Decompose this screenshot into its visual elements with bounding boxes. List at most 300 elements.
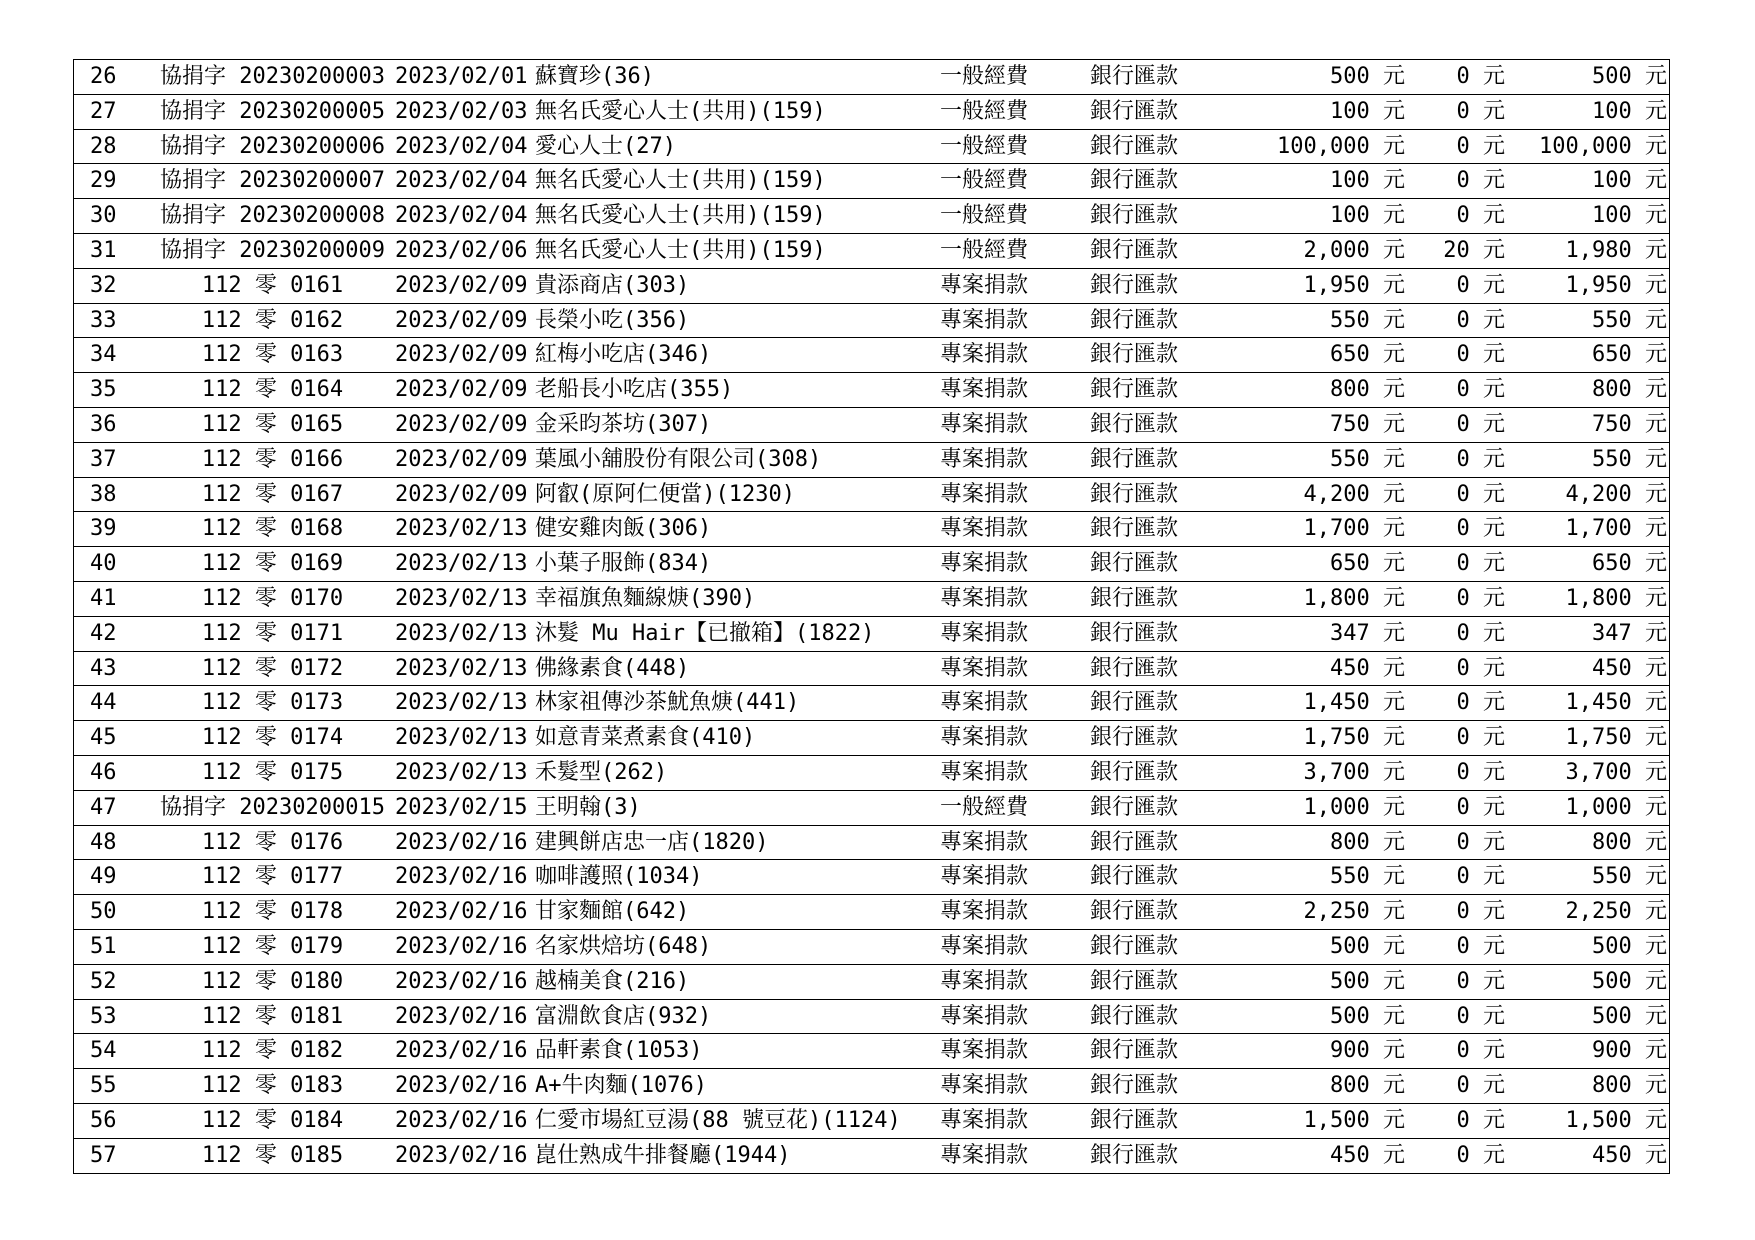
donation-type: 專案捐款: [940, 860, 1090, 895]
donor-name: A+牛肉麵(1076): [535, 1069, 940, 1104]
fee-amount: 0 元: [1405, 268, 1505, 303]
row-number: 45: [74, 721, 151, 756]
row-number: 50: [74, 895, 151, 930]
donation-amount: 3,700 元: [1230, 755, 1405, 790]
donation-amount: 4,200 元: [1230, 477, 1405, 512]
donation-type: 專案捐款: [940, 268, 1090, 303]
receipt-number: 112 零 0180: [150, 964, 395, 999]
donor-name: 禾髮型(262): [535, 755, 940, 790]
net-amount: 4,200 元: [1505, 477, 1670, 512]
donation-type: 專案捐款: [940, 477, 1090, 512]
fee-amount: 0 元: [1405, 129, 1505, 164]
donation-date: 2023/02/13: [395, 651, 535, 686]
table-row: [74, 581, 1670, 616]
net-amount: 550 元: [1505, 303, 1670, 338]
net-amount: 1,700 元: [1505, 512, 1670, 547]
row-number: 27: [74, 94, 151, 129]
donation-type: 專案捐款: [940, 686, 1090, 721]
receipt-number: 112 零 0178: [150, 895, 395, 930]
donation-date: 2023/02/16: [395, 1103, 535, 1138]
net-amount: 1,750 元: [1505, 721, 1670, 756]
donation-amount: 100 元: [1230, 199, 1405, 234]
donation-amount: 500 元: [1230, 60, 1405, 95]
receipt-number: 112 零 0176: [150, 825, 395, 860]
fee-amount: 0 元: [1405, 755, 1505, 790]
receipt-number: 協捐字 20230200005: [150, 94, 395, 129]
fee-amount: 0 元: [1405, 1069, 1505, 1104]
row-number: 40: [74, 547, 151, 582]
donation-amount: 650 元: [1230, 338, 1405, 373]
receipt-number: 協捐字 20230200003: [150, 60, 395, 95]
payment-method: 銀行匯款: [1090, 721, 1230, 756]
table-row: [74, 999, 1670, 1034]
fee-amount: 0 元: [1405, 999, 1505, 1034]
donor-name: 佛緣素食(448): [535, 651, 940, 686]
donor-name: 王明翰(3): [535, 790, 940, 825]
donation-date: 2023/02/15: [395, 790, 535, 825]
donor-name: 阿叡(原阿仁便當)(1230): [535, 477, 940, 512]
receipt-number: 協捐字 20230200006: [150, 129, 395, 164]
row-number: 44: [74, 686, 151, 721]
fee-amount: 0 元: [1405, 895, 1505, 930]
payment-method: 銀行匯款: [1090, 616, 1230, 651]
donation-amount: 550 元: [1230, 442, 1405, 477]
receipt-number: 112 零 0182: [150, 1034, 395, 1069]
fee-amount: 0 元: [1405, 60, 1505, 95]
donation-type: 專案捐款: [940, 581, 1090, 616]
payment-method: 銀行匯款: [1090, 268, 1230, 303]
row-number: 38: [74, 477, 151, 512]
donor-name: 無名氏愛心人士(共用)(159): [535, 233, 940, 268]
table-row: [74, 233, 1670, 268]
table-row: [74, 790, 1670, 825]
fee-amount: 0 元: [1405, 164, 1505, 199]
receipt-number: 112 零 0167: [150, 477, 395, 512]
table-row: [74, 616, 1670, 651]
donation-amount: 550 元: [1230, 303, 1405, 338]
fee-amount: 0 元: [1405, 790, 1505, 825]
payment-method: 銀行匯款: [1090, 94, 1230, 129]
receipt-number: 112 零 0166: [150, 442, 395, 477]
donation-date: 2023/02/16: [395, 1138, 535, 1173]
donation-ledger-table: [73, 59, 1670, 1174]
donor-name: 品軒素食(1053): [535, 1034, 940, 1069]
table-row: [74, 686, 1670, 721]
row-number: 51: [74, 929, 151, 964]
row-number: 26: [74, 60, 151, 95]
donation-amount: 800 元: [1230, 373, 1405, 408]
donation-type: 專案捐款: [940, 373, 1090, 408]
payment-method: 銀行匯款: [1090, 338, 1230, 373]
net-amount: 550 元: [1505, 860, 1670, 895]
donation-type: 專案捐款: [940, 825, 1090, 860]
net-amount: 900 元: [1505, 1034, 1670, 1069]
row-number: 33: [74, 303, 151, 338]
net-amount: 3,700 元: [1505, 755, 1670, 790]
net-amount: 347 元: [1505, 616, 1670, 651]
payment-method: 銀行匯款: [1090, 860, 1230, 895]
receipt-number: 112 零 0185: [150, 1138, 395, 1173]
donor-name: 無名氏愛心人士(共用)(159): [535, 199, 940, 234]
net-amount: 750 元: [1505, 407, 1670, 442]
table-row: [74, 1069, 1670, 1104]
donation-type: 專案捐款: [940, 616, 1090, 651]
fee-amount: 0 元: [1405, 373, 1505, 408]
donation-amount: 500 元: [1230, 999, 1405, 1034]
donor-name: 小葉子服飾(834): [535, 547, 940, 582]
donor-name: 越楠美食(216): [535, 964, 940, 999]
donation-date: 2023/02/13: [395, 512, 535, 547]
row-number: 49: [74, 860, 151, 895]
payment-method: 銀行匯款: [1090, 60, 1230, 95]
donor-name: 仁愛市場紅豆湯(88 號豆花)(1124): [535, 1103, 940, 1138]
donation-amount: 1,750 元: [1230, 721, 1405, 756]
receipt-number: 112 零 0165: [150, 407, 395, 442]
fee-amount: 0 元: [1405, 686, 1505, 721]
net-amount: 100 元: [1505, 94, 1670, 129]
row-number: 36: [74, 407, 151, 442]
payment-method: 銀行匯款: [1090, 199, 1230, 234]
payment-method: 銀行匯款: [1090, 929, 1230, 964]
payment-method: 銀行匯款: [1090, 164, 1230, 199]
receipt-number: 112 零 0175: [150, 755, 395, 790]
receipt-number: 112 零 0170: [150, 581, 395, 616]
table-row: [74, 129, 1670, 164]
donation-type: 一般經費: [940, 60, 1090, 95]
table-row: [74, 303, 1670, 338]
net-amount: 2,250 元: [1505, 895, 1670, 930]
net-amount: 1,000 元: [1505, 790, 1670, 825]
fee-amount: 0 元: [1405, 407, 1505, 442]
table-row: [74, 721, 1670, 756]
row-number: 35: [74, 373, 151, 408]
donation-type: 一般經費: [940, 129, 1090, 164]
donor-name: 沐髮 Mu Hair【已撤箱】(1822): [535, 616, 940, 651]
receipt-number: 112 零 0177: [150, 860, 395, 895]
donation-amount: 800 元: [1230, 1069, 1405, 1104]
donor-name: 紅梅小吃店(346): [535, 338, 940, 373]
donation-date: 2023/02/09: [395, 407, 535, 442]
payment-method: 銀行匯款: [1090, 129, 1230, 164]
payment-method: 銀行匯款: [1090, 233, 1230, 268]
net-amount: 800 元: [1505, 825, 1670, 860]
table-row: [74, 1138, 1670, 1173]
net-amount: 100,000 元: [1505, 129, 1670, 164]
donation-date: 2023/02/09: [395, 373, 535, 408]
donation-amount: 1,800 元: [1230, 581, 1405, 616]
donor-name: 幸福旗魚麵線焿(390): [535, 581, 940, 616]
fee-amount: 0 元: [1405, 442, 1505, 477]
receipt-number: 協捐字 20230200009: [150, 233, 395, 268]
donation-amount: 100 元: [1230, 164, 1405, 199]
fee-amount: 0 元: [1405, 1103, 1505, 1138]
fee-amount: 0 元: [1405, 825, 1505, 860]
table-row: [74, 199, 1670, 234]
payment-method: 銀行匯款: [1090, 303, 1230, 338]
donation-amount: 450 元: [1230, 651, 1405, 686]
row-number: 55: [74, 1069, 151, 1104]
donor-name: 老船長小吃店(355): [535, 373, 940, 408]
donation-date: 2023/02/13: [395, 686, 535, 721]
row-number: 53: [74, 999, 151, 1034]
donation-type: 專案捐款: [940, 755, 1090, 790]
table-row: [74, 338, 1670, 373]
donor-name: 貴添商店(303): [535, 268, 940, 303]
table-row: [74, 860, 1670, 895]
donation-amount: 1,500 元: [1230, 1103, 1405, 1138]
fee-amount: 0 元: [1405, 581, 1505, 616]
receipt-number: 112 零 0171: [150, 616, 395, 651]
receipt-number: 協捐字 20230200015: [150, 790, 395, 825]
payment-method: 銀行匯款: [1090, 651, 1230, 686]
fee-amount: 0 元: [1405, 721, 1505, 756]
net-amount: 1,450 元: [1505, 686, 1670, 721]
payment-method: 銀行匯款: [1090, 755, 1230, 790]
donor-name: 富淵飲食店(932): [535, 999, 940, 1034]
donation-type: 一般經費: [940, 164, 1090, 199]
table-row: [74, 407, 1670, 442]
fee-amount: 0 元: [1405, 477, 1505, 512]
fee-amount: 0 元: [1405, 651, 1505, 686]
donor-name: 崑仕熟成牛排餐廳(1944): [535, 1138, 940, 1173]
net-amount: 800 元: [1505, 373, 1670, 408]
donation-date: 2023/02/16: [395, 825, 535, 860]
donation-type: 專案捐款: [940, 1103, 1090, 1138]
donation-amount: 800 元: [1230, 825, 1405, 860]
net-amount: 500 元: [1505, 999, 1670, 1034]
donation-type: 專案捐款: [940, 999, 1090, 1034]
donation-amount: 2,250 元: [1230, 895, 1405, 930]
table-row: [74, 1103, 1670, 1138]
donation-date: 2023/02/16: [395, 895, 535, 930]
receipt-number: 112 零 0162: [150, 303, 395, 338]
net-amount: 500 元: [1505, 964, 1670, 999]
row-number: 41: [74, 581, 151, 616]
donation-date: 2023/02/13: [395, 616, 535, 651]
donor-name: 健安雞肉飯(306): [535, 512, 940, 547]
donation-type: 一般經費: [940, 94, 1090, 129]
fee-amount: 0 元: [1405, 1138, 1505, 1173]
ledger-body: [74, 60, 1670, 1174]
payment-method: 銀行匯款: [1090, 825, 1230, 860]
row-number: 30: [74, 199, 151, 234]
table-row: [74, 164, 1670, 199]
table-row: [74, 268, 1670, 303]
payment-method: 銀行匯款: [1090, 1138, 1230, 1173]
receipt-number: 112 零 0179: [150, 929, 395, 964]
net-amount: 100 元: [1505, 164, 1670, 199]
fee-amount: 0 元: [1405, 338, 1505, 373]
fee-amount: 0 元: [1405, 199, 1505, 234]
receipt-number: 112 零 0164: [150, 373, 395, 408]
table-row: [74, 929, 1670, 964]
donor-name: 林家祖傳沙茶魷魚焿(441): [535, 686, 940, 721]
payment-method: 銀行匯款: [1090, 1034, 1230, 1069]
donation-date: 2023/02/16: [395, 1069, 535, 1104]
receipt-number: 112 零 0183: [150, 1069, 395, 1104]
donation-type: 專案捐款: [940, 442, 1090, 477]
receipt-number: 112 零 0169: [150, 547, 395, 582]
donation-amount: 1,000 元: [1230, 790, 1405, 825]
donation-amount: 1,700 元: [1230, 512, 1405, 547]
donation-type: 一般經費: [940, 199, 1090, 234]
receipt-number: 112 零 0168: [150, 512, 395, 547]
payment-method: 銀行匯款: [1090, 895, 1230, 930]
net-amount: 650 元: [1505, 338, 1670, 373]
row-number: 56: [74, 1103, 151, 1138]
donation-type: 專案捐款: [940, 929, 1090, 964]
table-row: [74, 442, 1670, 477]
table-row: [74, 964, 1670, 999]
donation-amount: 900 元: [1230, 1034, 1405, 1069]
receipt-number: 協捐字 20230200007: [150, 164, 395, 199]
table-row: [74, 825, 1670, 860]
donation-type: 專案捐款: [940, 964, 1090, 999]
donation-type: 專案捐款: [940, 1138, 1090, 1173]
net-amount: 450 元: [1505, 1138, 1670, 1173]
table-row: [74, 651, 1670, 686]
net-amount: 1,950 元: [1505, 268, 1670, 303]
donation-type: 專案捐款: [940, 721, 1090, 756]
donation-amount: 750 元: [1230, 407, 1405, 442]
donation-date: 2023/02/13: [395, 721, 535, 756]
donation-type: 專案捐款: [940, 1069, 1090, 1104]
donation-amount: 2,000 元: [1230, 233, 1405, 268]
donor-name: 長榮小吃(356): [535, 303, 940, 338]
receipt-number: 112 零 0184: [150, 1103, 395, 1138]
donation-type: 專案捐款: [940, 895, 1090, 930]
row-number: 34: [74, 338, 151, 373]
receipt-number: 112 零 0172: [150, 651, 395, 686]
fee-amount: 0 元: [1405, 94, 1505, 129]
donation-amount: 500 元: [1230, 964, 1405, 999]
table-row: [74, 755, 1670, 790]
donation-date: 2023/02/16: [395, 999, 535, 1034]
donation-date: 2023/02/06: [395, 233, 535, 268]
row-number: 37: [74, 442, 151, 477]
donation-amount: 100,000 元: [1230, 129, 1405, 164]
donor-name: 金采昀茶坊(307): [535, 407, 940, 442]
row-number: 31: [74, 233, 151, 268]
payment-method: 銀行匯款: [1090, 477, 1230, 512]
fee-amount: 0 元: [1405, 929, 1505, 964]
donation-date: 2023/02/09: [395, 442, 535, 477]
fee-amount: 0 元: [1405, 860, 1505, 895]
net-amount: 100 元: [1505, 199, 1670, 234]
donation-amount: 550 元: [1230, 860, 1405, 895]
table-row: [74, 60, 1670, 95]
donor-name: 如意青菜煮素食(410): [535, 721, 940, 756]
table-row: [74, 547, 1670, 582]
row-number: 48: [74, 825, 151, 860]
net-amount: 650 元: [1505, 547, 1670, 582]
donation-date: 2023/02/04: [395, 164, 535, 199]
donation-type: 專案捐款: [940, 512, 1090, 547]
donation-date: 2023/02/13: [395, 547, 535, 582]
donor-name: 建興餅店忠一店(1820): [535, 825, 940, 860]
row-number: 42: [74, 616, 151, 651]
receipt-number: 112 零 0161: [150, 268, 395, 303]
donation-type: 專案捐款: [940, 651, 1090, 686]
table-row: [74, 477, 1670, 512]
donor-name: 葉風小舖股份有限公司(308): [535, 442, 940, 477]
donation-date: 2023/02/16: [395, 860, 535, 895]
net-amount: 1,800 元: [1505, 581, 1670, 616]
receipt-number: 112 零 0163: [150, 338, 395, 373]
donor-name: 蘇寶珍(36): [535, 60, 940, 95]
row-number: 32: [74, 268, 151, 303]
payment-method: 銀行匯款: [1090, 999, 1230, 1034]
donation-amount: 1,450 元: [1230, 686, 1405, 721]
payment-method: 銀行匯款: [1090, 581, 1230, 616]
donation-date: 2023/02/09: [395, 338, 535, 373]
net-amount: 500 元: [1505, 60, 1670, 95]
fee-amount: 0 元: [1405, 547, 1505, 582]
table-row: [74, 373, 1670, 408]
donor-name: 愛心人士(27): [535, 129, 940, 164]
net-amount: 550 元: [1505, 442, 1670, 477]
donation-amount: 450 元: [1230, 1138, 1405, 1173]
payment-method: 銀行匯款: [1090, 686, 1230, 721]
donation-date: 2023/02/13: [395, 755, 535, 790]
donor-name: 名家烘焙坊(648): [535, 929, 940, 964]
donation-type: 專案捐款: [940, 303, 1090, 338]
payment-method: 銀行匯款: [1090, 1069, 1230, 1104]
donation-date: 2023/02/01: [395, 60, 535, 95]
donation-type: 專案捐款: [940, 1034, 1090, 1069]
payment-method: 銀行匯款: [1090, 512, 1230, 547]
donation-type: 一般經費: [940, 790, 1090, 825]
row-number: 46: [74, 755, 151, 790]
payment-method: 銀行匯款: [1090, 547, 1230, 582]
receipt-number: 112 零 0174: [150, 721, 395, 756]
donation-date: 2023/02/03: [395, 94, 535, 129]
donation-date: 2023/02/09: [395, 303, 535, 338]
fee-amount: 0 元: [1405, 964, 1505, 999]
donation-date: 2023/02/09: [395, 268, 535, 303]
table-row: [74, 895, 1670, 930]
fee-amount: 20 元: [1405, 233, 1505, 268]
receipt-number: 112 零 0173: [150, 686, 395, 721]
payment-method: 銀行匯款: [1090, 407, 1230, 442]
payment-method: 銀行匯款: [1090, 442, 1230, 477]
payment-method: 銀行匯款: [1090, 373, 1230, 408]
donation-date: 2023/02/04: [395, 129, 535, 164]
fee-amount: 0 元: [1405, 512, 1505, 547]
net-amount: 800 元: [1505, 1069, 1670, 1104]
net-amount: 1,980 元: [1505, 233, 1670, 268]
row-number: 28: [74, 129, 151, 164]
donation-amount: 1,950 元: [1230, 268, 1405, 303]
donation-type: 專案捐款: [940, 547, 1090, 582]
fee-amount: 0 元: [1405, 303, 1505, 338]
table-row: [74, 1034, 1670, 1069]
net-amount: 450 元: [1505, 651, 1670, 686]
payment-method: 銀行匯款: [1090, 1103, 1230, 1138]
donation-type: 一般經費: [940, 233, 1090, 268]
net-amount: 1,500 元: [1505, 1103, 1670, 1138]
receipt-number: 協捐字 20230200008: [150, 199, 395, 234]
donor-name: 無名氏愛心人士(共用)(159): [535, 94, 940, 129]
row-number: 39: [74, 512, 151, 547]
donation-date: 2023/02/16: [395, 964, 535, 999]
donation-date: 2023/02/09: [395, 477, 535, 512]
row-number: 29: [74, 164, 151, 199]
receipt-number: 112 零 0181: [150, 999, 395, 1034]
row-number: 43: [74, 651, 151, 686]
donation-amount: 650 元: [1230, 547, 1405, 582]
payment-method: 銀行匯款: [1090, 790, 1230, 825]
